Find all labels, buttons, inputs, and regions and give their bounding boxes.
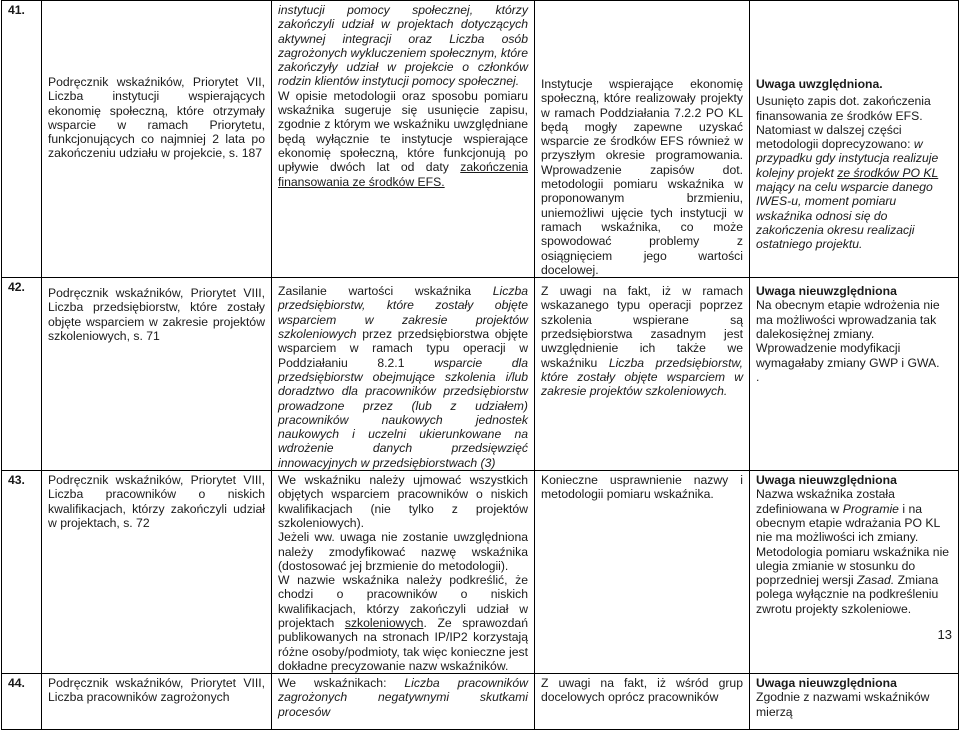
reference-cell [42,278,272,471]
comment-underlined-text: szkoleniowych [344,615,424,630]
comment-text: Jeżeli ww. uwaga nie zostanie uwzględniona należy zmodyfikować nazwę wskaźnika (dostosować jej brzmienie do metodologii). [278,530,528,573]
consultation-table [1,0,959,730]
comment-italic-text: Liczba pracowników zagrożonych negatywnymi skutkami procesów [278,676,528,719]
response-text: Metodologia pomiaru wskaźnika nie ulegia zmianie w stosunku do poprzedniej wersji [756,544,950,588]
comment-paragraph [278,573,528,673]
table-row [2,471,959,674]
reference-cell [42,471,272,674]
row-number: 44. [2,674,42,730]
justification-italic-text: Liczba przedsiębiorstw, które zostały objęte wsparciem w zakresie projektów szkoleniowych. [541,355,744,399]
comment-cell [272,1,535,278]
comment-text: Zasilanie wartości wskaźnika [278,284,472,299]
reference-text: Podręcznik wskaźników, Priorytet VIII, Liczba pracowników o niskich kwalifikacjach, którzy zakończyli udział w projektach, s. 72 [48,473,265,530]
table-row [2,278,959,471]
reference-text: Podręcznik wskaźników, Priorytet VIII, Liczba przedsiębiorstw, które zostały objęte wsparciem w zakresie projektów szkoleniowych, s. 71 [48,286,265,344]
response-cell [750,1,959,278]
comment-italic-text: Liczba przedsiębiorstw, które zostały objęte wsparciem w zakresie projektów szkoleniowych [278,284,529,342]
row-number: 42. [2,278,42,471]
response-status: Uwaga uwzględniona. [756,77,883,91]
justification-text: Z uwagi na fakt, iż w ramach wskazanego typu operacji poprzez szkolenia wspierane są przedsiębiorstwa zasadnym jest uwzględnienie ich także we wskaźniku [541,284,743,370]
response-text: . [756,369,760,384]
comment-cell [272,674,535,730]
reference-text: Podręcznik wskaźników, Priorytet VII, Liczba instytucji wspierających ekonomię społeczną, które otrzymały wsparcie w ramach Priorytetu, funkcjonujących co najmniej 2 lata po zakończeniu udziału w projekcie, s. 187 [48,75,265,161]
comment-text: instytucji pomocy społecznej, którzy zakończyli udział w projektach dotyczących aktywnej integracji oraz Liczba osób zagrożonych wykluczeniem społecznym, które zakończyły udział w projekcie o członków rodzin klientów instytucji pomocy społecznej. [278,3,528,89]
response-text: Zgodnie z nazwami wskaźników mierzą [756,690,930,719]
response-cell [750,278,959,471]
comment-cell [272,278,535,471]
response-italic-text: w przypadku gdy instytucja realizuje kolejny projekt [756,137,939,180]
comment-text: W opisie metodologii oraz sposobu pomiaru wskaźnika sugeruje się usunięcie zapisu, zgodnie z którym we wskaźniku uwzględniane będą wyłącznie te instytucje wspierające ekonomię społeczną, które funkcjonują po upływie dwóch lat od daty [278,88,528,175]
comment-paragraph [278,89,528,189]
response-text-part: Natomiast w dalszej części metodologii doprecyzowano: [756,122,911,152]
comment-text: W nazwie wskaźnika należy podkreślić, że chodzi o pracowników o niskich kwalifikacjach, którzy zakończyli udział w projektach [278,573,528,630]
comment-cell [272,471,535,674]
comment-text: . Ze sprawozdań publikowanych na stronach IP/IP2 korzystają różne osoby/podmioty, tak więc konieczne jest dokładne precyzowanie nazw wskaźników. [278,615,528,673]
comment-italic-text: wsparcie dla przedsiębiorstw obejmujące szkolenia i/lub doradztwo dla pracowników przedsiębiorstw prowadzone przez (lub z udziałem) pracowników naukowych jednostek naukowych i uczelni ukierunkowane na wdrożenie danych przedsięwzięć innowacyjnych w przedsiębiorstwach (3) [278,355,528,470]
response-paragraph [756,545,952,616]
response-cell [750,674,959,730]
justification-cell [535,278,750,471]
justification-text: Z uwagi na fakt, iż wśród grup docelowych oprócz pracowników [541,676,743,705]
page-number: 13 [937,627,952,642]
response-italic-text: Programie [842,501,899,516]
reference-cell [42,1,272,278]
response-text: Zmiana polega wyłącznie na podkreśleniu zwrotu projekty szkoleniowe. [756,573,939,616]
response-status: Uwaga nieuwzględniona [756,473,897,488]
response-italic-underlined-text: ze środków PO KL [837,165,939,180]
justification-text: Instytucje wspierające ekonomię społeczną, które realizowały projekty w ramach Poddziałania 7.2.2 PO KL będą mogły zapewne uzyskać wsparcie ze środków EFS również w przyszłym okresie programowania. Wprowadzenie zapisów dot. metodologii pomiaru wskaźnika w proponowanym brzmieniu, uniemożliwi ujęcie tych instytucji w ramach wskaźnika, co może spowodować problemy z osiągnięciem jego wartości docelowej. [541,77,743,277]
reference-cell [42,674,272,730]
row-number: 43. [2,471,42,674]
response-text: i na obecnym etapie wdrażania PO KL nie ma możliwości ich zmiany. [756,501,940,545]
table-row [2,1,959,278]
response-text [756,123,952,252]
justification-cell [535,471,750,674]
comment-text: przez przedsiębiorstwa objęte wsparciem w ramach typu operacji w Poddziałaniu 8.2.1 [278,327,528,370]
comment-underlined-text: zakończenia finansowania ze środków EFS. [278,160,529,189]
row-number: 41. [2,1,42,278]
response-cell [750,471,959,674]
response-status: Uwaga nieuwzględniona [756,284,897,299]
response-status: Uwaga nieuwzględniona [756,676,897,691]
response-paragraph [756,487,952,544]
comment-text: We wskaźnikach: [278,676,387,691]
response-text: Usunięto zapis dot. zakończenia finansowania ze środków EFS. [756,94,931,123]
table-row [2,674,959,730]
response-italic-text: mający na celu wsparcie danego IWES-u, moment pomiaru wskaźnika odnosi się do zakończenia okresu realizacji ostatniego projektu. [756,180,933,252]
justification-cell [535,1,750,278]
reference-text: Podręcznik wskaźników, Priorytet VIII, Liczba pracowników zagrożonych [48,676,265,705]
response-text: Na obecnym etapie wdrożenia nie ma możliwości wprowadzania tak dalekosiężnej zmiany. Wprowadzenie modyfikacji wymagałaby zmiany GWP i GWA. [756,298,940,370]
response-text: Nazwa wskaźnika została zdefiniowana w [756,487,895,516]
response-italic-text: Zasad. [856,573,895,588]
justification-cell [535,674,750,730]
comment-text: We wskaźniku należy ujmować wszystkich objętych wsparciem pracowników o niskich kwalifikacjach (nie tylko z projektów szkoleniowych). [278,473,528,530]
justification-text: Konieczne usprawnienie nazwy i metodologii pomiaru wskaźnika. [541,473,743,502]
